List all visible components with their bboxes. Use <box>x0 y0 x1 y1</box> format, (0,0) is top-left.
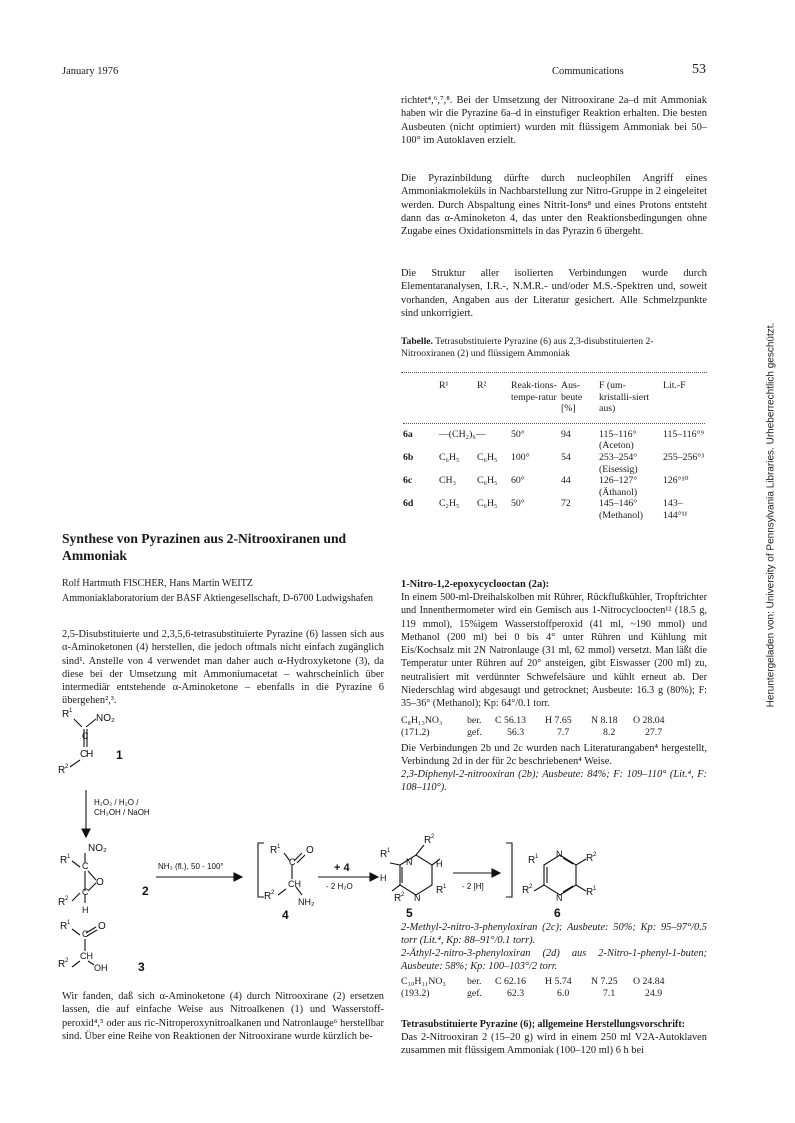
svg-text:1: 1 <box>67 854 71 860</box>
svg-text:4: 4 <box>282 908 289 922</box>
section-2a-text: In einem 500-ml-Dreihalskolben mit Rührer, Rückflußkühler, Tropftrichter und Innenthermometer wird ein Gemisch aus 1-Nitrocycloocten¹² (18.5 g, 119 mmol), 15%igem Wasserstoffperoxid (41 ml, ~190 mmol) und Methanol (200 ml) bei 0 bis 4° unter Rühren und Kühlung mit Eis/Kochsalz mit 2N Natronlauge (31 ml, 62 mmol) versetzt. Man läßt die Temperatur unter Rühren auf 20° ansteigen, gibt Eiswasser (200 ml) zu, neutralisiert mit verdünnter Schwefelsäure und kühlt erneut ab. Der Niederschlag wird abgesaugt und getrocknet; Ausbeute: 16.3 g (80%); F: 35–36° (Methanol); Kp: 64°/0.1 torr. <box>401 592 707 710</box>
analysis-2d: C₁₀H₁₁NO₃ ber. C 62.16 H 5.74 N 7.25 O 24.84 (193.2) gef. 62.3 6.0 7.1 24.9 <box>401 976 665 999</box>
svg-text:NH₃ (fl.), 50 - 100°: NH₃ (fl.), 50 - 100° <box>158 862 224 871</box>
pyrazine-table <box>401 380 707 522</box>
svg-text:1: 1 <box>593 886 597 892</box>
svg-text:R: R <box>522 885 530 896</box>
section-6-title: Tetrasubstituierte Pyrazine (6); allgemeine Herstellungsvorschrift: <box>401 1019 686 1030</box>
svg-text:1: 1 <box>277 844 281 850</box>
article-title: Synthese von Pyrazinen aus 2-Nitrooxiranen und Ammoniak <box>62 531 347 563</box>
table-row: 6b C₆H₅ C₆H₅ 100° 54 253–254° (Eisessig) 255–256°³ <box>403 451 705 475</box>
svg-text:2: 2 <box>142 884 149 898</box>
svg-text:N: N <box>406 857 413 867</box>
svg-text:H: H <box>82 905 89 915</box>
authors: Rolf Hartmuth FISCHER, Hans Martin WEITZ <box>62 578 253 589</box>
download-note: Heruntergeladen von: University of Pennsylvania Libraries. Urheberrechtlich geschützt. <box>765 322 777 708</box>
svg-text:NO₂: NO₂ <box>88 843 107 854</box>
svg-text:2: 2 <box>65 958 69 964</box>
table-row: 6d C₂H₅ C₆H₅ 50° 72 145–146° (Methanol) 143–144°¹¹ <box>403 498 688 521</box>
svg-text:H: H <box>86 749 94 760</box>
svg-text:1: 1 <box>535 854 539 860</box>
header-date: January 1976 <box>62 66 119 77</box>
svg-text:H: H <box>436 859 443 869</box>
svg-text:H₂O₂ / H₂O /: H₂O₂ / H₂O / <box>94 798 139 807</box>
svg-text:R: R <box>58 897 66 908</box>
section-2a-title: 1-Nitro-1,2-epoxycyclooctan (2a): <box>401 579 550 590</box>
section-2b-text: 2,3-Diphenyl-2-nitrooxiran (2b); Ausbeute: 84%; F: 109–110° (Lit.⁴, F: 108–110°). <box>401 769 707 794</box>
svg-text:C: C <box>82 887 89 897</box>
svg-text:R: R <box>58 959 66 970</box>
table-caption: Tabelle. Tetrasubstituierte Pyrazine (6) aus 2,3-disubstituierten 2-Nitrooxiranen (2) und flüssigem Ammoniak <box>401 336 654 359</box>
svg-text:C: C <box>82 929 89 939</box>
svg-text:OH: OH <box>94 963 108 973</box>
svg-text:NO₂: NO₂ <box>96 713 115 724</box>
bottom-paragraph: Wir fanden, daß sich α-Aminoketone (4) durch Nitrooxirane (2) ersetzen lassen, die auf einfache Weise aus Nitroalkenen (1) und Wasserstoff-peroxid⁴,⁵ oder aus ric-Nitroperoxynitroalkanen und Natronlauge⁶ herstellbar sind. Über eine Reihe von Reaktionen der Nitrooxirane wurde kürzlich be- <box>62 991 384 1042</box>
svg-text:R: R <box>586 887 594 898</box>
svg-text:- 2 H₂O: - 2 H₂O <box>326 882 353 891</box>
svg-text:N: N <box>414 893 421 903</box>
affiliation: Ammoniaklaboratorium der BASF Aktiengesellschaft, D-6700 Ludwigshafen <box>62 593 374 604</box>
svg-text:1: 1 <box>443 884 447 890</box>
header-section: Communications <box>552 66 624 77</box>
intro-paragraph: 2,5-Disubstituierte und 2,3,5,6-tetrasubstituierte Pyrazine (6) lassen sich aus α-Aminoketonen (4) herstellen, die jedoch oftmals nicht einfach zugänglich sind¹. Anstelle von 4 verwendet man daher auch α-Hydroxyketone (3), da diese bei der Umsetzung mit Ammoniumacetat – wahrscheinlich über intermediär entstehende α-Aminoketone – ebenfalls in die Pyrazine 6 übergehen²,³. <box>62 629 384 707</box>
svg-text:O: O <box>306 845 314 856</box>
svg-text:6: 6 <box>554 906 561 920</box>
section-6-text: Das 2-Nitrooxiran 2 (15–20 g) wird in einem 250 ml V2A-Autoklaven zusammen mit flüssigem Ammoniak (100–120 ml) 6 h bei <box>401 1032 707 1057</box>
svg-text:R: R <box>62 709 70 720</box>
svg-text:R: R <box>436 885 444 896</box>
svg-text:CH: CH <box>80 951 93 961</box>
svg-text:R: R <box>270 845 278 856</box>
paragraph-3: Die Struktur aller isolierten Verbindungen wurde durch Elementaranalysen, I.R.-, N.M.R.- und/oder M.S.-Spektren und, soweit vorhanden, Angaben aus der Literatur gesichert. Alle Schmelzpunkte sind unkorrigiert. <box>401 268 707 319</box>
page-number: 53 <box>692 62 706 77</box>
svg-text:R: R <box>264 891 272 902</box>
svg-text:2: 2 <box>271 890 275 896</box>
svg-text:2: 2 <box>529 884 533 890</box>
svg-text:1: 1 <box>69 708 73 714</box>
svg-text:O: O <box>96 877 104 888</box>
section-2d-text: 2-Äthyl-2-nitro-3-phenyloxiran (2d) aus 2-Nitro-1-phenyl-1-buten; Ausbeute: 58%; Kp: 100–103°/2 torr. <box>401 948 707 973</box>
svg-text:R: R <box>60 855 68 866</box>
svg-text:2: 2 <box>65 896 69 902</box>
svg-text:5: 5 <box>406 906 413 920</box>
svg-text:2: 2 <box>593 852 597 858</box>
table-row: 6c CH₃ C₆H₅ 60° 44 126–127° (Äthanol) 126°¹⁰ <box>403 475 689 498</box>
svg-text:C: C <box>82 731 89 741</box>
table-header-row: R¹ R² Reak-tions-tempe-ratur Aus-beute [%] F (um-kristalli-siert aus) Lit.-F <box>439 380 686 415</box>
svg-text:CH₃OH / NaOH: CH₃OH / NaOH <box>94 808 150 817</box>
svg-text:N: N <box>556 893 563 903</box>
svg-text:R: R <box>58 765 66 776</box>
svg-text:R: R <box>380 849 388 860</box>
analysis-2a: C₈H₁₃NO₃ ber. C 56.13 H 7.65 N 8.18 O 28.04 (171.2) gef. 56.3 7.7 8.2 27.7 <box>401 715 665 738</box>
svg-text:+ 4: + 4 <box>334 862 350 874</box>
section-2b-2c-text: Die Verbindungen 2b und 2c wurden nach Literaturangaben⁴ hergestellt, Verbindung 2d in der für 2c beschriebenen⁴ Weise. <box>401 743 707 768</box>
svg-text:R: R <box>528 855 536 866</box>
svg-text:CH: CH <box>288 879 301 889</box>
svg-text:1: 1 <box>116 748 123 762</box>
svg-text:1: 1 <box>387 848 391 854</box>
svg-text:R: R <box>424 835 432 846</box>
svg-text:C: C <box>82 861 89 871</box>
svg-text:2: 2 <box>65 764 69 770</box>
svg-text:R: R <box>586 853 594 864</box>
table-row: 6a —(CH₂)₆— 50° 94 115–116° (Aceton) 115–116°⁹ <box>403 428 704 452</box>
svg-text:1: 1 <box>67 920 71 926</box>
svg-text:2: 2 <box>401 892 405 898</box>
section-2c-text: 2-Methyl-2-nitro-3-phenyloxiran (2c); Ausbeute: 50%; Kp: 95–97°/0.5 torr (Lit.⁴, Kp: 88–91°/0.1 torr). <box>401 922 707 947</box>
svg-text:O: O <box>98 921 106 932</box>
svg-text:2: 2 <box>431 834 435 840</box>
paragraph-1: richtet⁴,⁶,⁷,⁸. Bei der Umsetzung der Nitrooxirane 2a–d mit Ammoniak haben wir die Pyrazine 6a–d in einstufiger Reaktion erhalten. Die besten Ausbeuten (nicht optimiert) wurden mit flüssigem Ammoniak bei 50–100° im Autoklaven erzielt. <box>401 95 707 146</box>
paragraph-2: Die Pyrazinbildung dürfte durch nucleophilen Angriff eines Ammoniakmoleküls in Nachbarstellung zur Nitro-Gruppe in 2 eingeleitet werden. Durch Abspaltung eines Nitrit-Ions⁸ und eines Protons entsteht dann das α-Aminoketon 4, das unter den Reaktionsbedingungen ohne Zugabe eines Oxidationsmittels in das Pyrazin 6 übergeht. <box>401 173 707 238</box>
svg-text:R: R <box>394 893 402 904</box>
svg-text:3: 3 <box>138 960 145 974</box>
table-rule-top <box>401 372 707 373</box>
svg-text:N: N <box>556 849 563 859</box>
svg-text:H: H <box>380 873 387 883</box>
svg-text:- 2 [H]: - 2 [H] <box>462 882 484 891</box>
svg-text:R: R <box>60 921 68 932</box>
svg-text:NH₂: NH₂ <box>298 897 315 907</box>
svg-text:C: C <box>80 749 88 760</box>
svg-text:C: C <box>289 857 296 867</box>
